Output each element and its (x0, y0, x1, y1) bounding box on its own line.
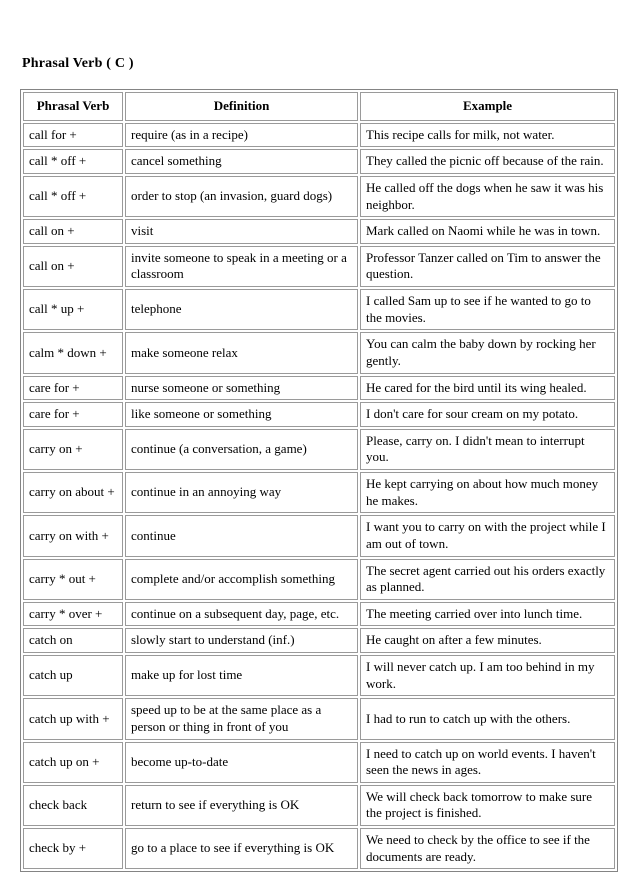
phrasal-verb-cell: carry on with + (23, 515, 123, 556)
phrasal-verb-cell: catch up with + (23, 698, 123, 739)
definition-cell: speed up to be at the same place as a person or thing in front of you (125, 698, 358, 739)
table-row (23, 149, 615, 174)
table-row (23, 742, 615, 783)
phrasal-verb-cell: catch on (23, 628, 123, 653)
example-cell: Mark called on Naomi while he was in town. (360, 219, 615, 244)
example-cell: You can calm the baby down by rocking her gently. (360, 332, 615, 373)
phrasal-verb-cell: carry * over + (23, 602, 123, 627)
definition-cell: telephone (125, 289, 358, 330)
header-definition: Definition (125, 92, 358, 121)
definition-cell: require (as in a recipe) (125, 123, 358, 148)
table-row (23, 402, 615, 427)
definition-cell: cancel something (125, 149, 358, 174)
phrasal-verb-cell: call on + (23, 246, 123, 287)
definition-cell: go to a place to see if everything is OK (125, 828, 358, 869)
phrasal-verb-cell: check by + (23, 828, 123, 869)
definition-cell: make up for lost time (125, 655, 358, 696)
example-cell: I need to catch up on world events. I haven't seen the news in ages. (360, 742, 615, 783)
example-cell: The meeting carried over into lunch time. (360, 602, 615, 627)
table-row (23, 332, 615, 373)
table-header-row (23, 92, 615, 121)
definition-cell: continue in an annoying way (125, 472, 358, 513)
example-cell: We will check back tomorrow to make sure the project is finished. (360, 785, 615, 826)
header-example: Example (360, 92, 615, 121)
table-row (23, 123, 615, 148)
table-row (23, 246, 615, 287)
phrasal-verb-cell: carry on + (23, 429, 123, 470)
example-cell: I want you to carry on with the project while I am out of town. (360, 515, 615, 556)
definition-cell: make someone relax (125, 332, 358, 373)
table-row (23, 655, 615, 696)
definition-cell: order to stop (an invasion, guard dogs) (125, 176, 358, 217)
table-row (23, 559, 615, 600)
example-cell: I had to run to catch up with the others. (360, 698, 615, 739)
definition-cell: slowly start to understand (inf.) (125, 628, 358, 653)
example-cell: I called Sam up to see if he wanted to go to the movies. (360, 289, 615, 330)
phrasal-verb-cell: call * up + (23, 289, 123, 330)
example-cell: Please, carry on. I didn't mean to interrupt you. (360, 429, 615, 470)
table-body (23, 123, 615, 870)
header-phrasal-verb: Phrasal Verb (23, 92, 123, 121)
table-row (23, 429, 615, 470)
example-cell: This recipe calls for milk, not water. (360, 123, 615, 148)
definition-cell: continue (125, 515, 358, 556)
table-row (23, 289, 615, 330)
definition-cell: visit (125, 219, 358, 244)
definition-cell: invite someone to speak in a meeting or a classroom (125, 246, 358, 287)
phrasal-verb-cell: carry * out + (23, 559, 123, 600)
example-cell: They called the picnic off because of the rain. (360, 149, 615, 174)
table-row (23, 785, 615, 826)
definition-cell: return to see if everything is OK (125, 785, 358, 826)
table-row (23, 602, 615, 627)
definition-cell: continue (a conversation, a game) (125, 429, 358, 470)
phrasal-verb-cell: carry on about + (23, 472, 123, 513)
example-cell: I will never catch up. I am too behind in my work. (360, 655, 615, 696)
definition-cell: continue on a subsequent day, page, etc. (125, 602, 358, 627)
example-cell: Professor Tanzer called on Tim to answer the question. (360, 246, 615, 287)
example-cell: We need to check by the office to see if the documents are ready. (360, 828, 615, 869)
example-cell: I don't care for sour cream on my potato. (360, 402, 615, 427)
definition-cell: like someone or something (125, 402, 358, 427)
example-cell: He called off the dogs when he saw it was his neighbor. (360, 176, 615, 217)
table-row (23, 628, 615, 653)
definition-cell: nurse someone or something (125, 376, 358, 401)
phrasal-verb-cell: care for + (23, 402, 123, 427)
example-cell: He cared for the bird until its wing healed. (360, 376, 615, 401)
definition-cell: become up-to-date (125, 742, 358, 783)
table-row (23, 219, 615, 244)
example-cell: He kept carrying on about how much money he makes. (360, 472, 615, 513)
phrasal-verb-cell: call * off + (23, 176, 123, 217)
phrasal-verb-cell: check back (23, 785, 123, 826)
table-row (23, 828, 615, 869)
phrasal-verb-cell: call for + (23, 123, 123, 148)
phrasal-verb-cell: call * off + (23, 149, 123, 174)
phrasal-verb-cell: care for + (23, 376, 123, 401)
table-row (23, 472, 615, 513)
page-title: Phrasal Verb ( C ) (22, 56, 134, 71)
phrasal-verb-cell: calm * down + (23, 332, 123, 373)
table-row (23, 515, 615, 556)
example-cell: He caught on after a few minutes. (360, 628, 615, 653)
phrasal-verb-cell: catch up (23, 655, 123, 696)
phrasal-verb-cell: catch up on + (23, 742, 123, 783)
table-row (23, 376, 615, 401)
definition-cell: complete and/or accomplish something (125, 559, 358, 600)
phrasal-verb-table (20, 89, 618, 872)
table-row (23, 698, 615, 739)
example-cell: The secret agent carried out his orders exactly as planned. (360, 559, 615, 600)
table-row (23, 176, 615, 217)
phrasal-verb-cell: call on + (23, 219, 123, 244)
